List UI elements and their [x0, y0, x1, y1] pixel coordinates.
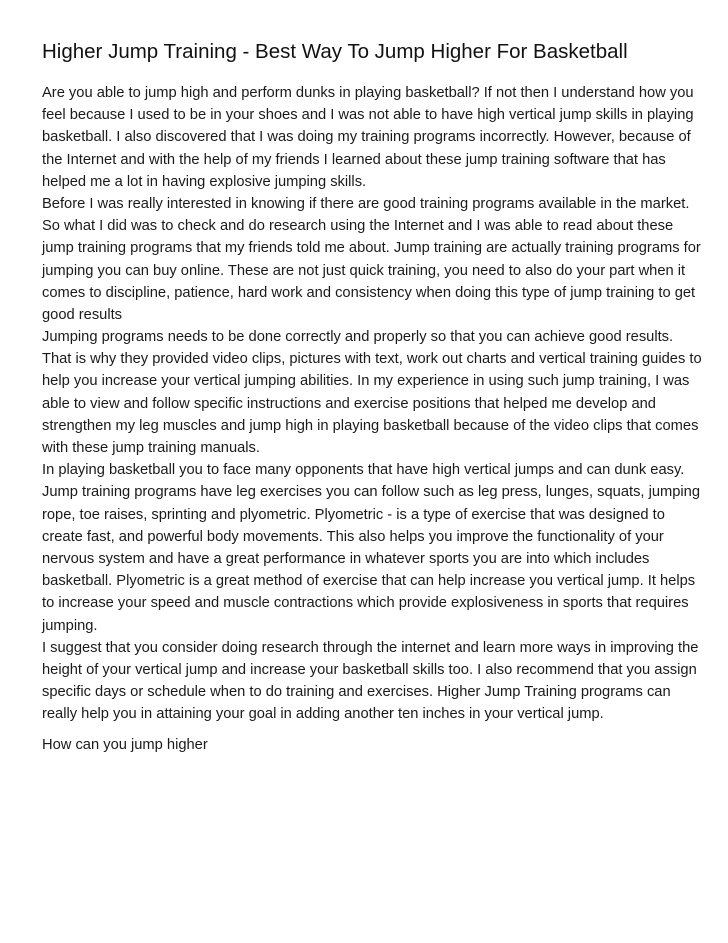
body-line: Before I was really interested in knowing if there are good training programs available in the market. — [42, 195, 690, 212]
body-line: helped me a lot in having explosive jumping skills. — [42, 173, 367, 190]
body-line: basketball. I also discovered that I was doing my training programs incorrectly. However, because of — [42, 129, 691, 146]
body-line: jumping. — [42, 617, 98, 634]
body-line: Jump training programs have leg exercises you can follow such as leg press, lunges, squats, jumping — [42, 484, 701, 501]
body-line: jumping you can buy online. These are not just quick training, you need to also do your part when it — [42, 262, 686, 279]
body-line: create fast, and powerful body movements. This also helps you improve the functionality of your — [42, 528, 664, 545]
footer-link[interactable]: How can you jump higher — [42, 737, 208, 754]
body-line: rope, toe raises, sprinting and plyometric. Plyometric - is a type of exercise that was designed to — [42, 506, 665, 523]
body-line: specific days or schedule when to do training and exercises. Higher Jump Training programs can — [42, 684, 671, 701]
body-line: the Internet and with the help of my friends I learned about these jump training software that has — [42, 151, 666, 168]
body-line: height of your vertical jump and increase your basketball skills too. I also recommend that you assign — [42, 661, 697, 678]
body-line: That is why they provided video clips, pictures with text, work out charts and vertical training guides to — [42, 351, 702, 368]
body-line: to increase your speed and muscle contractions which provide explosiveness in sports that requires — [42, 595, 689, 612]
document-body — [42, 82, 702, 756]
body-line: I suggest that you consider doing research through the internet and learn more ways in improving the — [42, 639, 699, 656]
body-line: good results — [42, 306, 123, 323]
body-line: really help you in attaining your goal in adding another ten inches in your vertical jump. — [42, 706, 604, 723]
body-line: Are you able to jump high and perform dunks in playing basketball? If not then I understand how you — [42, 85, 694, 101]
body-line: basketball. Plyometric is a great method of exercise that can help increase you vertical jump. It helps — [42, 573, 696, 590]
body-line: jump training programs that my friends told me about. Jump training are actually training programs for — [42, 240, 701, 257]
document-title: Higher Jump Training - Best Way To Jump Higher For Basketball — [42, 40, 628, 63]
body-line: help you increase your vertical jumping abilities. In my experience in using such jump training, I was — [42, 373, 690, 390]
body-line: feel because I used to be in your shoes and I was not able to have high vertical jump skills in playing — [42, 107, 694, 124]
body-line: Jumping programs needs to be done correctly and properly so that you can achieve good results. — [42, 329, 674, 346]
document-content — [42, 38, 702, 756]
body-line: able to view and follow specific instructions and exercise positions that helped me develop and — [42, 395, 656, 412]
body-line: comes to discipline, patience, hard work and consistency when doing this type of jump training to get — [42, 284, 696, 301]
body-line: with these jump training manuals. — [42, 440, 260, 456]
body-line: In playing basketball you to face many opponents that have high vertical jumps and can dunk easy. — [42, 462, 685, 479]
body-line: nervous system and have a great performance in whatever sports you are into which includes — [42, 550, 650, 567]
paragraph-gap — [42, 725, 692, 734]
body-line: So what I did was to check and do research using the Internet and I was able to read about these — [42, 218, 674, 235]
body-line: strengthen my leg muscles and jump high in playing basketball because of the video clips that comes — [42, 417, 699, 434]
